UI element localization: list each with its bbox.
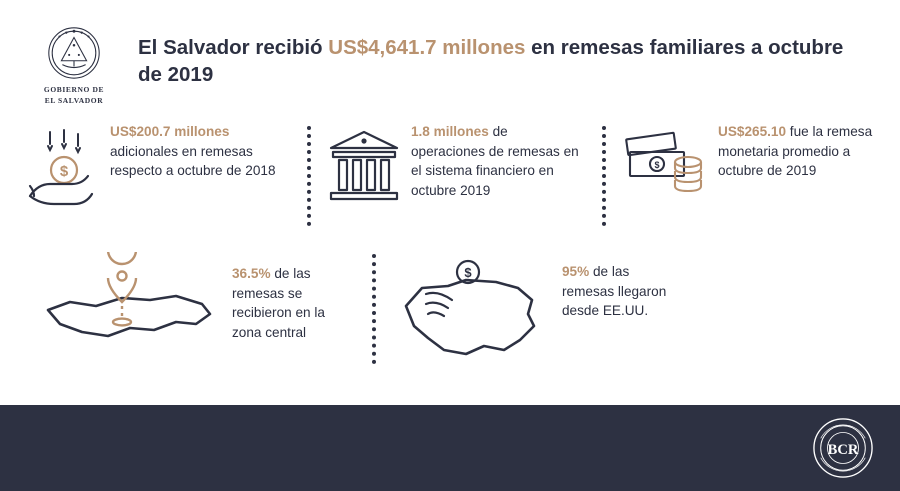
bank-building-icon	[327, 122, 401, 206]
headline-amount: US$4,641.7 millones	[328, 36, 526, 59]
headline-part2: en remesas familiares a octubre de 2019	[138, 36, 844, 87]
svg-text:$: $	[59, 163, 69, 181]
stat-card-remesas-adicionales	[26, 122, 291, 206]
stat-text	[562, 250, 678, 321]
stat-highlight: 95%	[562, 264, 590, 280]
stat-body: de las remesas llegaron desde EE.UU.	[562, 264, 667, 319]
divider-2	[602, 126, 606, 226]
stat-highlight: 1.8 millones	[410, 124, 489, 140]
gov-logo	[28, 18, 120, 106]
header	[0, 0, 900, 106]
stat-card-operaciones	[327, 122, 586, 206]
stat-body: fue la remesa monetaria promedio a octubre de 2019	[718, 124, 873, 179]
stat-text	[718, 122, 874, 181]
stat-card-remesa-promedio	[622, 122, 874, 206]
gov-logo-line1: GOBIERNO DE	[43, 85, 105, 94]
hand-with-dollar-coin-icon	[26, 122, 100, 206]
stat-text	[232, 250, 350, 342]
divider-3	[372, 254, 376, 364]
stat-highlight: US$265.10	[718, 124, 787, 140]
banknotes-and-coins-icon	[622, 122, 708, 206]
stat-text	[110, 122, 286, 181]
stats-row-2	[0, 250, 900, 374]
stat-card-zona-central	[26, 250, 356, 362]
stat-highlight: 36.5%	[232, 266, 271, 282]
stat-body: de las remesas se recibieron en la zona central	[232, 266, 325, 340]
headline-part1: El Salvador recibió	[138, 36, 329, 59]
svg-text:$: $	[654, 160, 660, 171]
usa-map-dollar-icon	[392, 250, 552, 374]
el-salvador-map-pin-icon	[26, 250, 222, 362]
stat-highlight: US$200.7 millones	[110, 124, 230, 140]
stat-card-origen-eeuu	[392, 250, 692, 374]
page-title	[138, 18, 868, 89]
stat-body: de operaciones de remesas en el sistema financiero en octubre 2019	[410, 124, 579, 198]
stat-text	[411, 122, 579, 200]
divider-1	[307, 126, 311, 226]
stats-row-1	[0, 122, 900, 226]
svg-text:$: $	[464, 265, 472, 281]
stat-body: adicionales en remesas respecto a octubre de 2018	[110, 143, 276, 179]
el-salvador-coat-of-arms-icon	[43, 22, 105, 84]
bcr-seal-icon	[812, 417, 874, 479]
bcr-seal-label: BCR	[827, 441, 859, 458]
gov-logo-line2: EL SALVADOR	[44, 96, 104, 106]
footer-bar	[0, 405, 900, 491]
